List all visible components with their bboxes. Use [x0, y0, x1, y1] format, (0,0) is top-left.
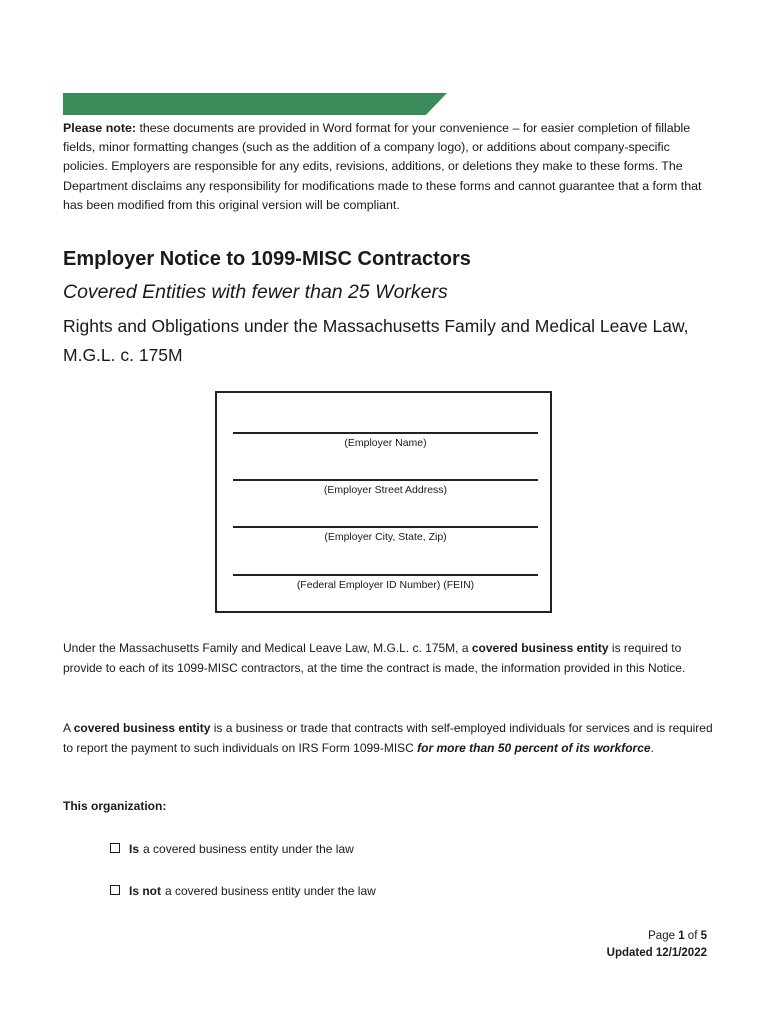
page-number	[607, 928, 707, 945]
please-note-label: Please note:	[63, 121, 136, 135]
checkbox-is-covered[interactable]	[110, 843, 120, 853]
updated-date-text: Updated 12/1/2022	[606, 947, 707, 959]
page-total: 5	[700, 930, 707, 942]
page-current: 1	[678, 930, 685, 942]
please-note-text: these documents are provided in Word format for your convenience – for easier completion of fillable fields, minor formatting changes (such as the addition of a company logo), or additions about company-specific policies. Employers are responsible for any edits, revisions, additions, or deletions they make to these forms. The Department disclaims any responsibility for modifications made to these forms and cannot guarantee that a form that has been modified from this original version will be compliant.	[63, 121, 702, 212]
para1-text-start: Under the Massachusetts Family and Medical Leave Law, M.G.L. c. 175M, a	[63, 641, 472, 655]
page-subtitle: Covered Entities with fewer than 25 Workers	[63, 281, 448, 303]
para2-text-start: A	[63, 721, 74, 735]
header-banner	[63, 93, 447, 115]
option-isnot-text: a covered business entity under the law	[165, 884, 376, 898]
option-isnot-bold: Is not	[129, 884, 161, 898]
employer-name-field[interactable]	[233, 432, 538, 449]
para1-bold-term: covered business entity	[471, 641, 609, 655]
employer-street-field[interactable]	[233, 479, 538, 496]
updated-date	[607, 945, 707, 962]
para1-text-end: is required to provide to each of its 1099-MISC contractors, at the time the contract is made, the information provided in this Notice.	[63, 641, 686, 675]
option-is-text: a covered business entity under the law	[143, 842, 354, 856]
please-note-paragraph	[63, 119, 711, 215]
para2-bold-italic-text: for more than 50 percent of its workforce	[417, 741, 651, 755]
covered-entity-definition-paragraph	[63, 718, 715, 758]
page-prefix: Page	[648, 930, 679, 942]
page-footer	[607, 928, 707, 962]
page-subheading: Rights and Obligations under the Massachusetts Family and Medical Leave Law, M.G.L. c. 175M	[63, 316, 689, 365]
option-is-bold: Is	[129, 842, 140, 856]
employer-fein-field[interactable]	[233, 574, 538, 591]
checkbox-is-not-covered[interactable]	[110, 885, 120, 895]
employer-name-label: (Employer Name)	[344, 437, 427, 449]
employer-street-label: (Employer Street Address)	[323, 484, 448, 496]
page-title: Employer Notice to 1099-MISC Contractors	[63, 248, 471, 270]
organization-label: This organization:	[63, 799, 167, 813]
page-of: of	[684, 930, 701, 942]
option-is-covered[interactable]	[110, 842, 354, 856]
para2-text-middle: is a business or trade that contracts with self-employed individuals for services and is required to report the payment to such individuals on IRS Form 1099-MISC	[63, 721, 713, 755]
employer-info-box	[215, 391, 552, 613]
covered-entity-requirement-paragraph	[63, 638, 715, 678]
employer-city-label: (Employer City, State, Zip)	[324, 531, 447, 543]
employer-city-field[interactable]	[233, 526, 538, 543]
para2-period: .	[650, 741, 654, 755]
para2-bold-term: covered business entity	[73, 721, 211, 735]
option-is-not-covered[interactable]	[110, 884, 376, 898]
employer-fein-label: (Federal Employer ID Number) (FEIN)	[296, 579, 475, 591]
